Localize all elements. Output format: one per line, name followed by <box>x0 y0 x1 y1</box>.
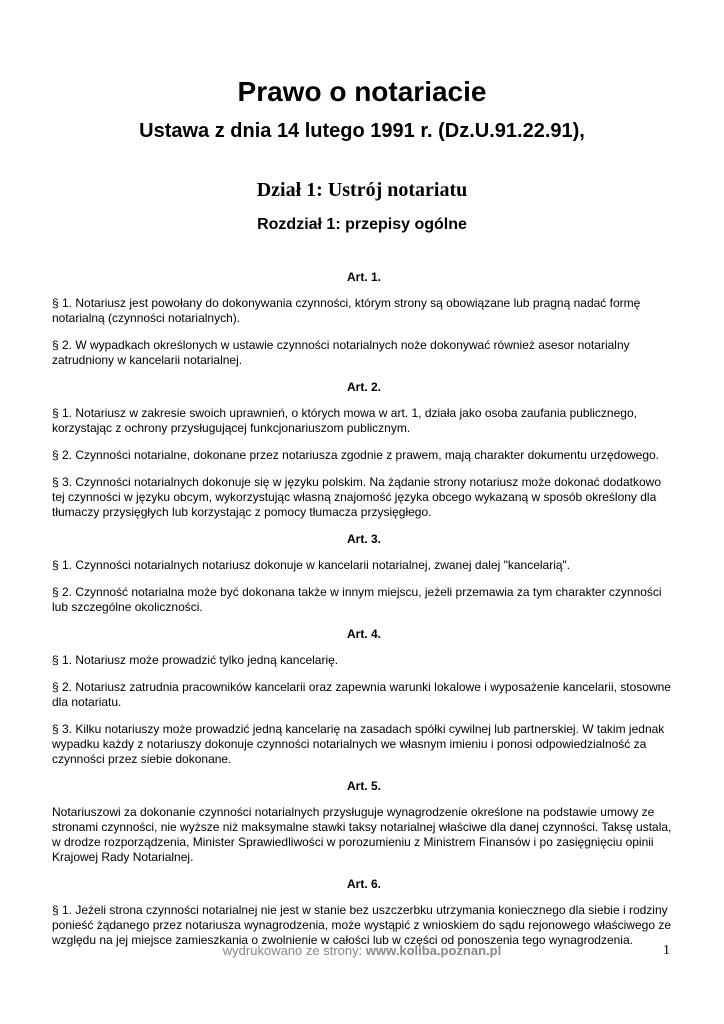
article-paragraph: § 1. Czynności notarialnych notariusz dokonuje w kancelarii notarialnej, zwanej dalej "kancelarią". <box>52 558 571 572</box>
article-heading: Art. 4. <box>346 627 381 641</box>
page-number: 1 <box>663 943 670 958</box>
article-paragraph: § 3. Kilku notariuszy może prowadzić jedną kancelarię na zasadach spółki cywilnej lub partnerskiej. W takim jednak wypadku każdy z notariuszy dokonuje czynności notarialnych we własnym imieniu i ponosi odpowiedzialność za czynności przez siebie dokonane. <box>52 722 665 766</box>
document-subtitle: Ustawa z dnia 14 lutego 1991 r. (Dz.U.91.22.91), <box>139 120 585 142</box>
article-heading: Art. 3. <box>346 532 381 546</box>
article-paragraph: § 1. Jeżeli strona czynności notarialnej nie jest w stanie bez uszczerbku utrzymania koniecznego dla siebie i rodziny ponieść żądanego przez notariusza wynagrodzenia, może wystąpić z wnioskiem do sądu rejonowego właściwego ze względu na jej miejsce zamieszkania o zwolnienie w całości lub w części od ponoszenia tego wynagrodzenia. <box>52 903 672 947</box>
footer-site-link[interactable]: www.koliba.poznan.pl <box>365 943 502 958</box>
page-footer <box>0 943 724 958</box>
article-paragraph: § 2. Czynności notarialne, dokonane przez notariusza zgodnie z prawem, mają charakter dokumentu urzędowego. <box>52 448 660 462</box>
article-heading: Art. 6. <box>346 877 381 891</box>
article-heading: Art. 5. <box>346 779 381 793</box>
article-paragraph: § 1. Notariusz może prowadzić tylko jedną kancelarię. <box>52 653 339 667</box>
article-paragraph: § 2. Czynność notarialna może być dokonana także w innym miejscu, jeżeli przemawia za tym charakter czynności lub szczególne okoliczności. <box>52 585 662 614</box>
article-heading: Art. 2. <box>346 380 381 394</box>
chapter-heading: Rozdział 1: przepisy ogólne <box>257 216 467 233</box>
article-paragraph: § 2. Notariusz zatrudnia pracowników kancelarii oraz zapewnia warunki lokalowe i wyposażenie kancelarii, stosowne dla notariatu. <box>52 680 671 709</box>
article-heading: Art. 1. <box>346 270 381 284</box>
article-paragraph: § 3. Czynności notarialnych dokonuje się w języku polskim. Na żądanie strony notariusz może dokonać dodatkowo tej czynności w języku obcym, wykorzystując własną znajomość języka obcego wykazaną w sposób określony dla tłumaczy przysięgłych lub korzystając z pomocy tłumacza przysięgłego. <box>52 475 661 519</box>
section-heading: Dział 1: Ustrój notariatu <box>256 179 468 201</box>
article-paragraph: § 1. Notariusz w zakresie swoich uprawnień, o których mowa w art. 1, działa jako osoba zaufania publicznego, korzystając z ochrony przysługującej funkcjonariuszom publicznym. <box>52 406 637 435</box>
footer-prefix: wydrukowano ze strony: <box>222 943 366 958</box>
document-body <box>52 270 676 960</box>
document-title: Prawo o notariacie <box>237 76 487 107</box>
article-paragraph: § 2. W wypadkach określonych w ustawie czynności notarialnych noże dokonywać również asesor notarialny zatrudniony w kancelarii notarialnej. <box>52 338 630 367</box>
article-paragraph: Notariuszowi za dokonanie czynności notarialnych przysługuje wynagrodzenie określone na podstawie umowy ze stronami czynności, nie wyższe niż maksymalne stawki taksy notarialnej właściwe dla danej czynności. Taksę ustala, w drodze rozporządzenia, Minister Sprawiedliwości w porozumieniu z Ministrem Finansów i po zasięgnięciu opinii Krajowej Rady Notarialnej. <box>52 805 672 864</box>
article-paragraph: § 1. Notariusz jest powołany do dokonywania czynności, którym strony są obowiązane lub pragną nadać formę notarialną (czynności notarialnych). <box>52 296 641 325</box>
